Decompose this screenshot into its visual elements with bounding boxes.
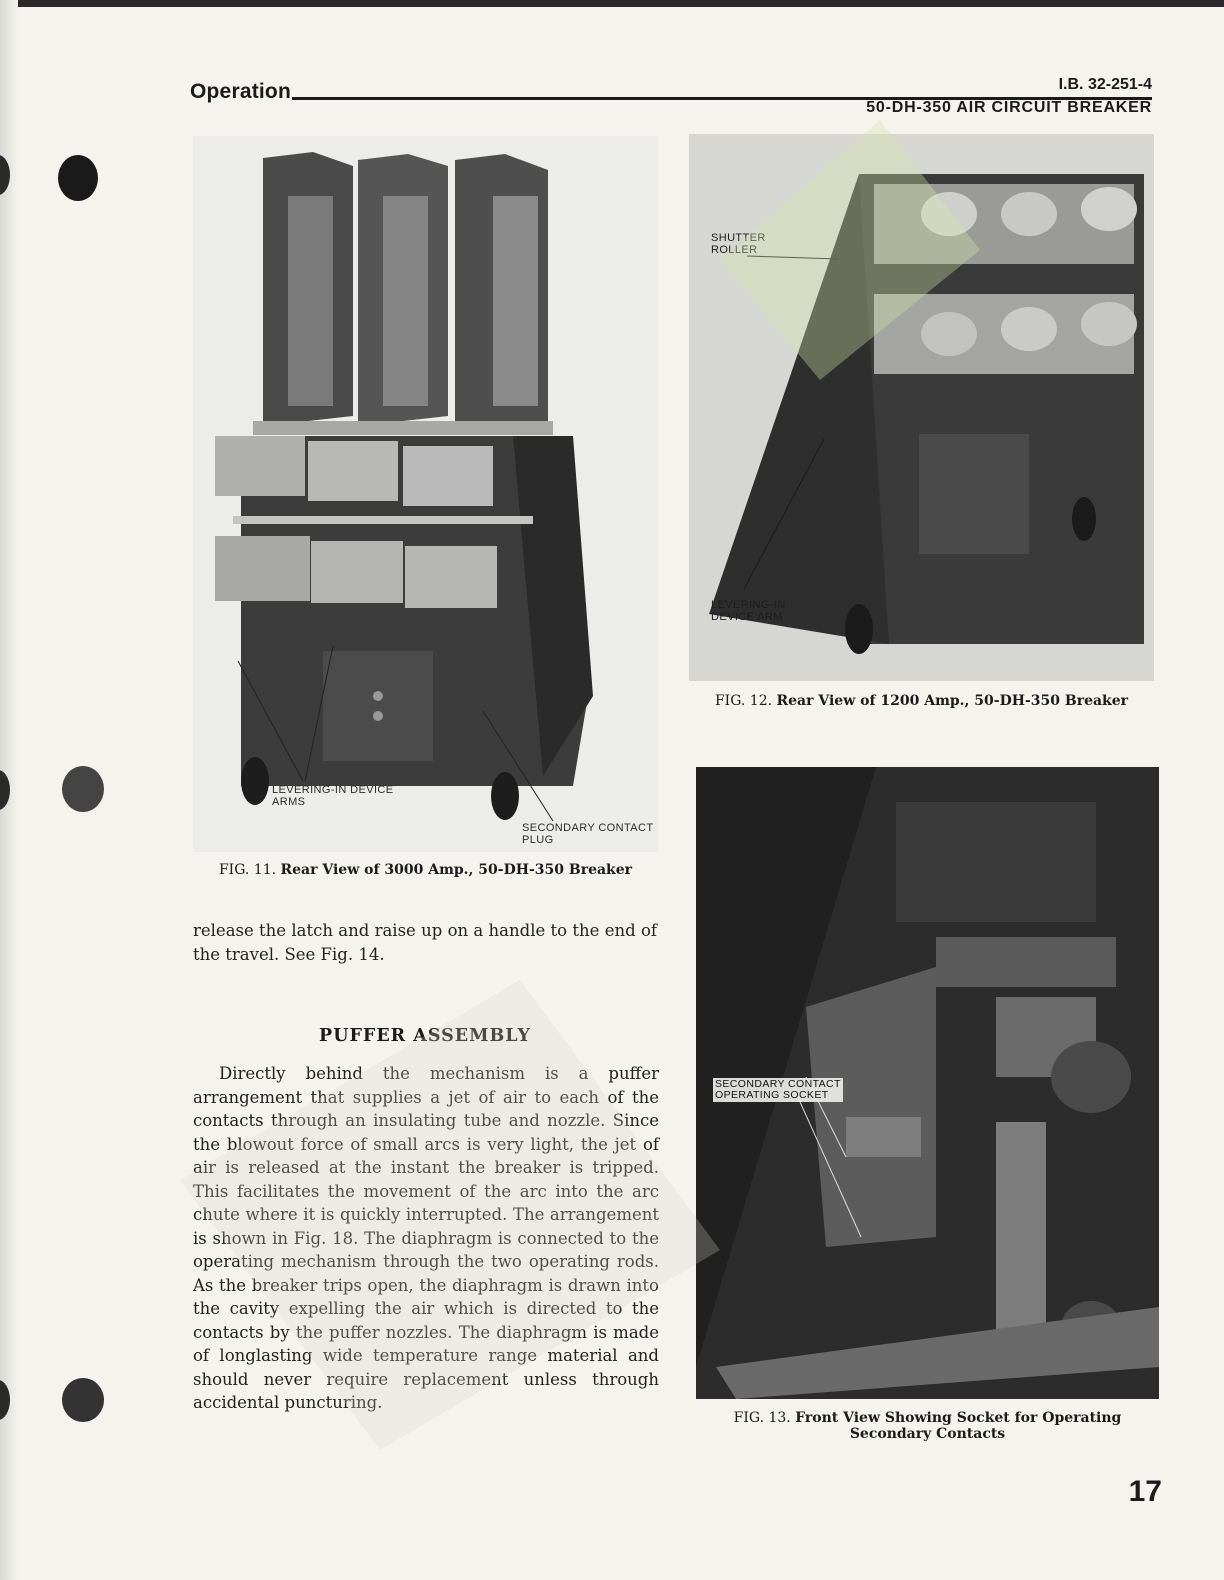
- fig13-label-socket: SECONDARY CONTACT OPERATING SOCKET: [715, 1078, 841, 1101]
- fig13-caption-line1: Front View Showing Socket for Operating: [795, 1410, 1122, 1426]
- fig11-photo: [193, 136, 658, 852]
- fig13-caption: [696, 1410, 1159, 1442]
- fig12-caption-text: Rear View of 1200 Amp., 50-DH-350 Breaker: [776, 693, 1129, 709]
- binder-hole-bottom: [62, 1378, 104, 1422]
- fig12-caption: [689, 693, 1154, 710]
- fig11-label-plug: SECONDARY CONTACT PLUG: [522, 822, 654, 846]
- fig11-caption-number: FIG. 11.: [218, 862, 277, 878]
- puffer-paragraph: Directly behind the mechanism is a puffer arrangement that supplies a jet of air to each of the contacts through an insulating tube and nozzle. Since the blowout force of small arcs is very light, the jet of air is released at the instant the breaker is tripped. This facilitates the movement of the arc into the arc chute where it is quickly interrupted. The arrangement is shown in Fig. 18. The diaphragm is connected to the operating mechanism through the two operating rods. As the breaker trips open, the diaphragm is drawn into the cavity expelling the air which is directed to the contacts by the puffer nozzles. The diaphragm is made of longlasting wide temperature range material and should never require replacement unless through accidental puncturing.: [193, 1064, 659, 1412]
- document-title: 50-DH-350 AIR CIRCUIT BREAKER: [866, 99, 1152, 116]
- continuation-text: release the latch and raise up on a handle to the end of the travel. See Fig. 14.: [193, 921, 657, 964]
- fig13-caption-number: FIG. 13.: [733, 1410, 791, 1426]
- fig11-caption: [193, 862, 658, 879]
- section-title: Operation: [190, 80, 291, 103]
- fig11-label-arms: LEVERING-IN DEVICE ARMS: [272, 784, 394, 808]
- page-top-edge: [0, 0, 1224, 7]
- fig13-caption-line2: Secondary Contacts: [849, 1426, 1006, 1442]
- binder-hole-top: [58, 155, 98, 201]
- fig12-label-roller: SHUTTER ROLLER: [711, 232, 766, 256]
- section-heading-puffer: PUFFER ASSEMBLY: [319, 1026, 531, 1046]
- document-number: I.B. 32-251-4: [1058, 76, 1152, 93]
- fig11-caption-text: Rear View of 3000 Amp., 50-DH-350 Breaker: [280, 862, 633, 878]
- fig12-label-arm: LEVERING-IN DEVICE ARM: [711, 599, 786, 623]
- binder-hole-middle: [62, 766, 104, 812]
- page-number: 17: [1128, 1475, 1162, 1508]
- fig12-caption-number: FIG. 12.: [714, 693, 773, 709]
